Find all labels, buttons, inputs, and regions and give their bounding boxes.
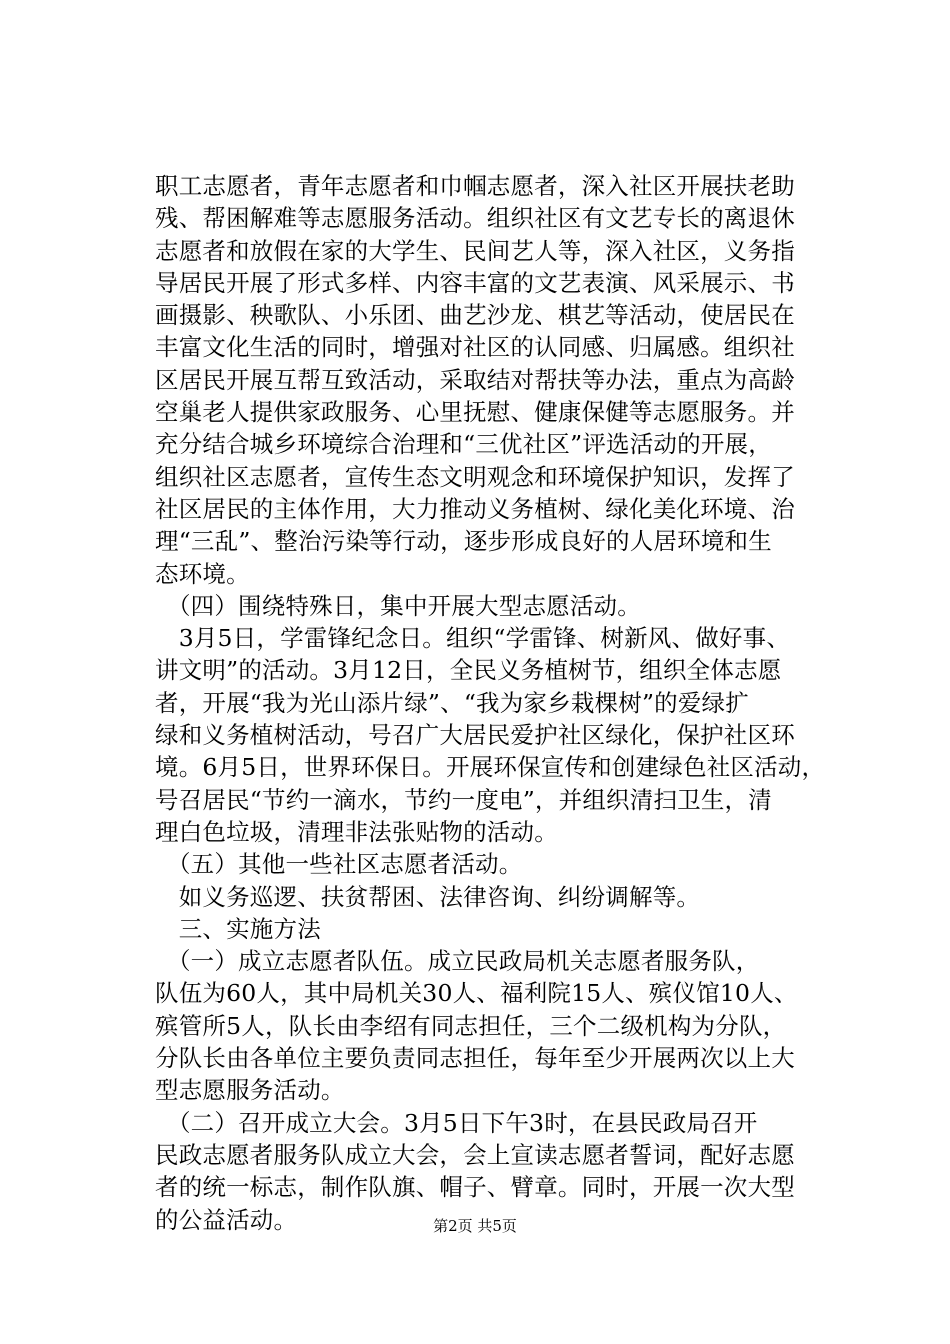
page-footer: 第2页 共5页 <box>433 1217 517 1235</box>
text-line: 分队长由各单位主要负责同志担任，每年至少开展两次以上大 <box>155 1044 795 1073</box>
text-line: 画摄影、秧歌队、小乐团、曲艺沙龙、棋艺等活动，使居民在 <box>155 301 795 330</box>
text-line: 型志愿服务活动。 <box>155 1076 345 1105</box>
text-line: 理白色垃圾，清理非法张贴物的活动。 <box>155 817 558 846</box>
text-line: （一）成立志愿者队伍。成立民政局机关志愿者服务队， <box>155 947 760 976</box>
text-line: 的公益活动。 <box>155 1205 298 1234</box>
text-line: 导居民开展了形式多样、内容丰富的文艺表演、风采展示、书 <box>155 268 795 297</box>
text-line: 理“三乱”、整治污染等行动，逐步形成良好的人居环境和生 <box>155 527 772 556</box>
text-line: 殡管所5人，队长由李绍有同志担任，三个二级机构为分队， <box>155 1011 787 1040</box>
body-text <box>155 170 835 1236</box>
text-line: 丰富文化生活的同时，增强对社区的认同感、归属感。组织社 <box>155 333 795 362</box>
text-line: 号召居民“节约一滴水，节约一度电”，并组织清扫卫生，清 <box>155 785 772 814</box>
text-line: 职工志愿者，青年志愿者和巾帼志愿者，深入社区开展扶老助 <box>155 172 795 200</box>
text-line: （五）其他一些社区志愿者活动。 <box>155 850 523 879</box>
text-line: 充分结合城乡环境综合治理和“三优社区”评选活动的开展， <box>155 430 772 459</box>
text-line: 态环境。 <box>155 559 250 588</box>
text-line: 志愿者和放假在家的大学生、民间艺人等，深入社区，义务指 <box>155 236 795 265</box>
text-line: 残、帮困解难等志愿服务活动。组织社区有文艺专长的离退休 <box>155 204 795 233</box>
text-line: 如义务巡逻、扶贫帮困、法律咨询、纠纷调解等。 <box>155 882 701 911</box>
text-line: 区居民开展互帮互致活动，采取结对帮扶等办法，重点为高龄 <box>155 365 795 394</box>
text-line: 空巢老人提供家政服务、心里抚慰、健康保健等志愿服务。并 <box>155 398 795 427</box>
text-line: 境。6月5日，世界环保日。开展环保宣传和创建绿色社区活动， <box>155 753 826 782</box>
text-line: 者的统一标志，制作队旗、帽子、臂章。同时，开展一次大型 <box>155 1173 795 1202</box>
text-line: （四）围绕特殊日，集中开展大型志愿活动。 <box>155 591 641 620</box>
text-line: 民政志愿者服务队成立大会，会上宣读志愿者誓词，配好志愿 <box>155 1140 795 1169</box>
text-line: 社区居民的主体作用，大力推动义务植树、绿化美化环境、治 <box>155 494 795 523</box>
text-line: 队伍为60人，其中局机关30人、福利院15人、殡仪馆10人、 <box>155 979 798 1008</box>
text-line: 绿和义务植树活动，号召广大居民爱护社区绿化，保护社区环 <box>155 721 795 750</box>
text-line: 组织社区志愿者，宣传生态文明观念和环境保护知识，发挥了 <box>155 462 795 491</box>
text-line: 三、实施方法 <box>155 914 321 943</box>
text-line: 3月5日，学雷锋纪念日。组织“学雷锋、树新风、做好事、 <box>155 624 791 653</box>
text-line: （二）召开成立大会。3月5日下午3时，在县民政局召开 <box>155 1108 758 1137</box>
text-line: 讲文明”的活动。3月12日，全民义务植树节，组织全体志愿 <box>155 656 782 685</box>
text-line: 者，开展“我为光山添片绿”、“我为家乡栽棵树”的爱绿扩 <box>155 688 749 717</box>
